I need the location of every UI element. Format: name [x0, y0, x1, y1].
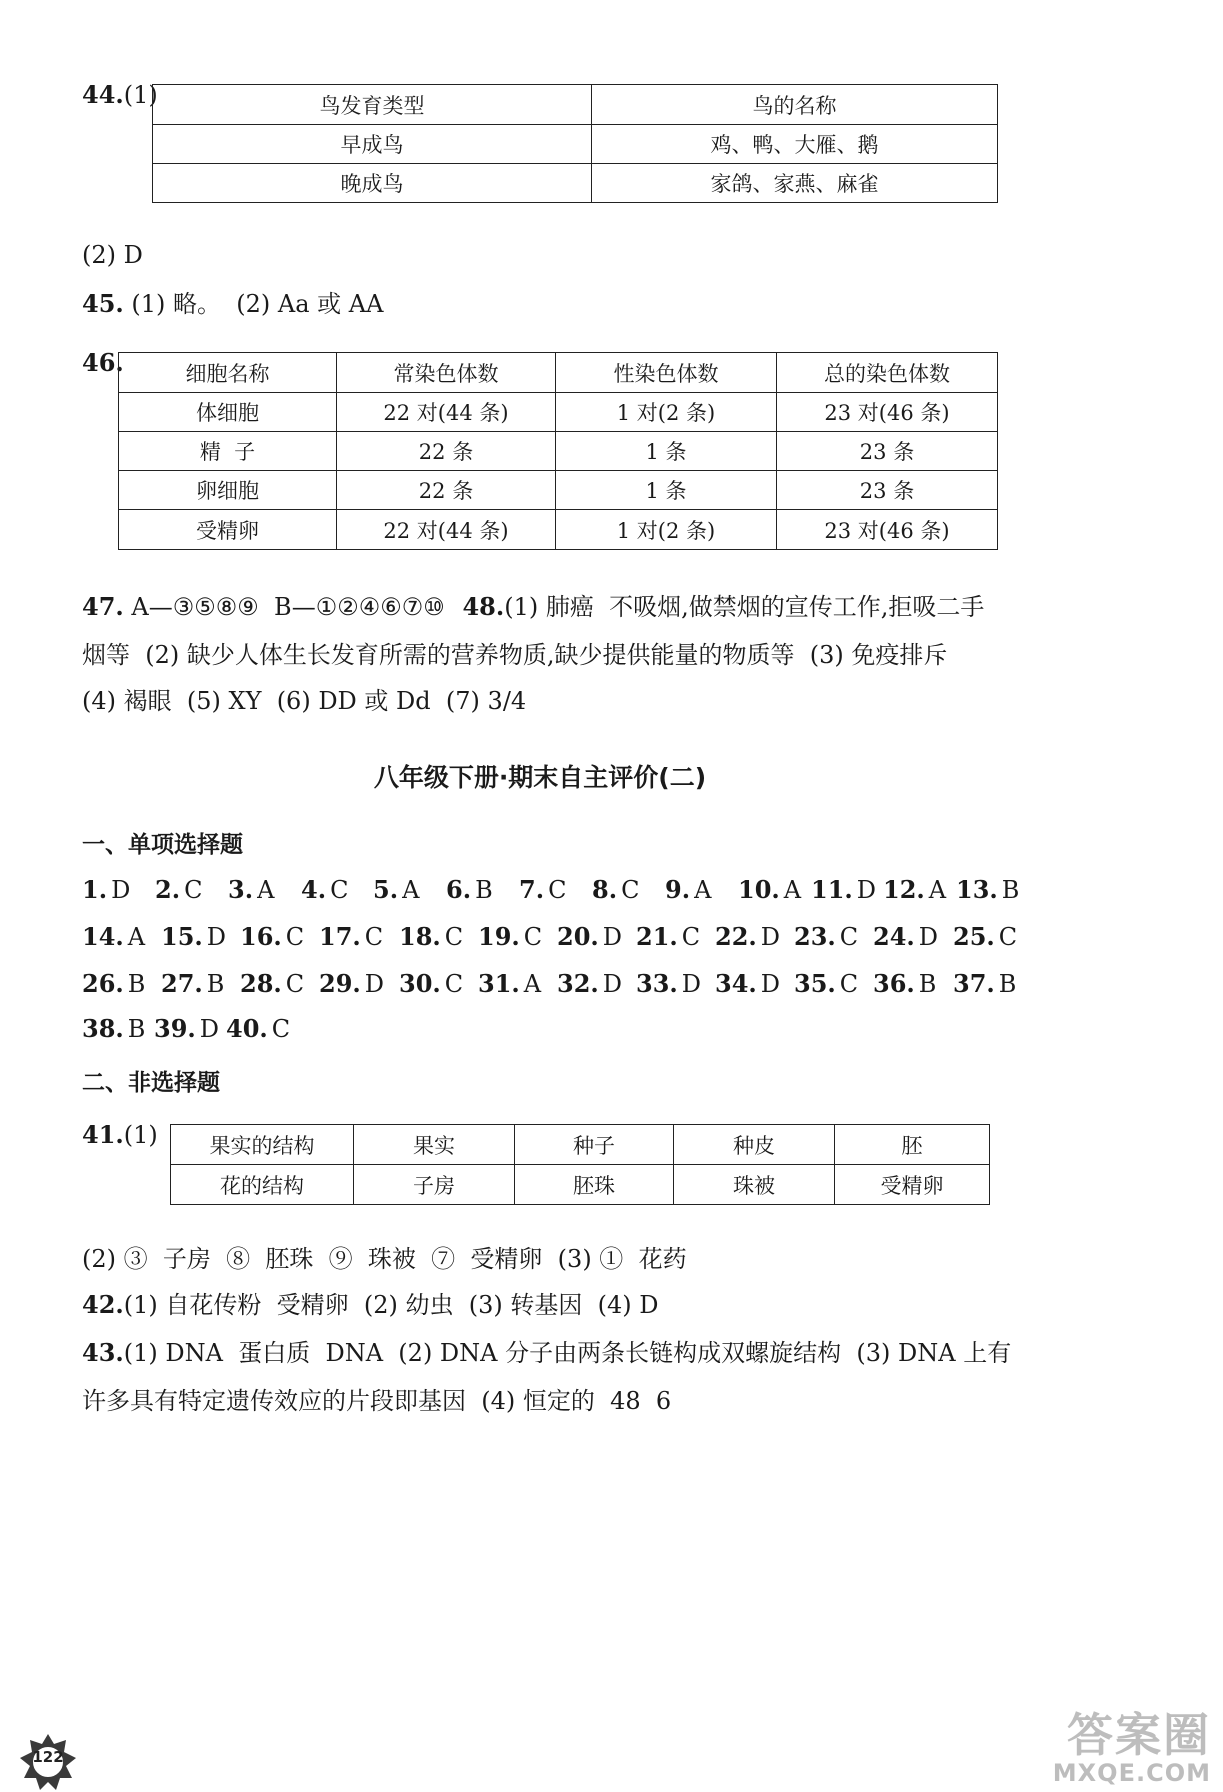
mc-question-number: 37. — [953, 969, 995, 998]
part2-heading: 二、非选择题 — [82, 1070, 220, 1096]
q43-number: 43. — [82, 1338, 124, 1367]
mc-answer — [240, 922, 304, 952]
q44-sub: (1) — [123, 81, 158, 109]
mc-answer — [953, 969, 1016, 999]
mc-answer-letter: C — [184, 876, 203, 904]
mc-answer-letter: C — [548, 876, 567, 904]
q41-sub: (1) — [123, 1121, 158, 1149]
mc-answer — [873, 969, 936, 999]
mc-answer-letter: D — [760, 923, 781, 951]
mc-answer-letter: C — [523, 923, 543, 951]
mc-answer-letter: D — [199, 1015, 220, 1043]
mc-question-number: 27. — [161, 969, 203, 998]
q43-line2: 许多具有特定遗传效应的片段即基因 (4) 恒定的 48 6 — [82, 1387, 672, 1415]
q41-cell: 种皮 — [674, 1125, 835, 1165]
mc-question-number: 29. — [319, 969, 361, 998]
q44-cell: 晚成鸟 — [153, 164, 592, 203]
q46-cell: 体细胞 — [119, 393, 337, 432]
mc-question-number: 31. — [478, 969, 520, 998]
mc-answer-letter: C — [998, 923, 1018, 951]
mc-answer — [399, 922, 463, 952]
mc-answer-letter: A — [257, 876, 275, 904]
mc-answer-letter: C — [271, 1015, 291, 1043]
mc-answer — [478, 969, 541, 999]
mc-question-number: 13. — [956, 875, 998, 904]
mc-answer-letter: D — [111, 876, 131, 904]
mc-question-number: 8. — [592, 875, 618, 904]
q41-cell: 果实 — [354, 1125, 515, 1165]
mc-question-number: 18. — [399, 922, 441, 951]
mc-answer-letter: D — [918, 923, 939, 951]
mc-answer — [738, 875, 801, 905]
mc-answer — [592, 875, 639, 905]
q46-header: 细胞名称 — [119, 353, 337, 393]
q41-cell: 胚珠 — [515, 1165, 674, 1205]
q45-number: 45. — [82, 289, 124, 318]
mc-answer-letter: A — [127, 923, 146, 951]
mc-answer-letter: C — [444, 923, 464, 951]
mc-answer — [154, 1014, 219, 1044]
mc-answer — [240, 969, 304, 999]
watermark-main: 答案圈 — [1067, 1708, 1211, 1762]
mc-answer-letter: A — [694, 876, 712, 904]
mc-answer — [794, 922, 858, 952]
q48-line1: (1) 肺癌 不吸烟,做禁烟的宣传工作,拒吸二手 — [504, 593, 985, 621]
mc-answer — [557, 922, 622, 952]
q44-cell: 家鸽、家燕、麻雀 — [592, 164, 998, 203]
mc-answer-letter: C — [681, 923, 701, 951]
mc-answer-letter: B — [1001, 876, 1020, 904]
mc-answer-letter: C — [444, 970, 464, 998]
mc-answer — [82, 969, 145, 999]
mc-question-number: 39. — [154, 1014, 196, 1043]
q46-cell: 22 条 — [337, 432, 556, 471]
q44-table — [152, 84, 998, 203]
mc-answer — [319, 922, 383, 952]
mc-question-number: 17. — [319, 922, 361, 951]
q42 — [82, 1290, 659, 1320]
q46-cell: 精 子 — [119, 432, 337, 471]
mc-question-number: 33. — [636, 969, 678, 998]
q44-cell: 早成鸟 — [153, 125, 592, 164]
q46-table — [118, 352, 998, 550]
q42-number: 42. — [82, 1290, 124, 1319]
q47-number: 47. — [82, 592, 124, 621]
q44-header-type: 鸟发育类型 — [153, 85, 592, 125]
q46-cell: 22 条 — [337, 471, 556, 510]
mc-answer — [399, 969, 463, 999]
mc-answer-letter: A — [783, 876, 802, 904]
q41-cell: 果实的结构 — [171, 1125, 354, 1165]
mc-answer — [478, 922, 542, 952]
mc-question-number: 25. — [953, 922, 995, 951]
mc-question-number: 35. — [794, 969, 836, 998]
page-number: 122 — [32, 1748, 64, 1766]
mc-answer-letter: D — [760, 970, 781, 998]
mc-question-number: 19. — [478, 922, 520, 951]
q46-cell: 23 对(46 条) — [777, 393, 998, 432]
mc-answer-letter: D — [856, 876, 877, 904]
mc-question-number: 4. — [301, 875, 327, 904]
mc-question-number: 16. — [240, 922, 282, 951]
mc-answer — [82, 1014, 145, 1044]
q45 — [82, 289, 383, 319]
mc-answer — [228, 875, 274, 905]
q48-line2: 烟等 (2) 缺少人体生长发育所需的营养物质,缺少提供能量的物质等 (3) 免疫排斥 — [82, 641, 948, 669]
q46-cell: 1 条 — [556, 471, 777, 510]
q41-cell: 花的结构 — [171, 1165, 354, 1205]
mc-question-number: 1. — [82, 875, 108, 904]
mc-answer-letter: A — [402, 876, 420, 904]
mc-question-number: 38. — [82, 1014, 124, 1043]
q41-cell: 胚 — [835, 1125, 990, 1165]
page-number-badge — [18, 1736, 74, 1792]
mc-question-number: 11. — [811, 875, 853, 904]
mc-answer — [161, 922, 226, 952]
q48-line3: (4) 褐眼 (5) XY (6) DD 或 Dd (7) 3/4 — [82, 687, 527, 715]
mc-answer — [373, 875, 419, 905]
mc-answer — [155, 875, 202, 905]
mc-question-number: 7. — [519, 875, 545, 904]
mc-question-number: 6. — [446, 875, 472, 904]
mc-answer — [715, 969, 780, 999]
watermark-site: MXQE.COM — [1052, 1759, 1211, 1787]
mc-question-number: 36. — [873, 969, 915, 998]
mc-answer-letter: C — [621, 876, 640, 904]
q41-label — [82, 1120, 158, 1150]
mc-answer — [161, 969, 224, 999]
q41-cell: 受精卵 — [835, 1165, 990, 1205]
mc-question-number: 3. — [228, 875, 254, 904]
q46-cell: 1 对(2 条) — [556, 510, 777, 550]
q45-text: (1) 略。 (2) Aa 或 AA — [131, 290, 384, 318]
mc-answer — [953, 922, 1017, 952]
mc-answer-letter: B — [206, 970, 225, 998]
q43-line1 — [82, 1338, 1011, 1368]
mc-answer-letter: D — [206, 923, 227, 951]
q46-header: 常染色体数 — [337, 353, 556, 393]
mc-question-number: 21. — [636, 922, 678, 951]
q47-q48-line1 — [82, 592, 984, 622]
q46-cell: 卵细胞 — [119, 471, 337, 510]
mc-answer — [883, 875, 946, 905]
q44-label — [82, 80, 158, 110]
mc-answer — [557, 969, 622, 999]
mc-answer-letter: C — [330, 876, 349, 904]
mc-answer-letter: A — [523, 970, 542, 998]
q46-header: 总的染色体数 — [777, 353, 998, 393]
mc-answer-letter: B — [127, 1015, 146, 1043]
mc-question-number: 20. — [557, 922, 599, 951]
mc-question-number: 15. — [161, 922, 203, 951]
q42-text: (1) 自花传粉 受精卵 (2) 幼虫 (3) 转基因 (4) D — [123, 1291, 659, 1319]
mc-answer — [82, 875, 130, 905]
mc-answer — [956, 875, 1019, 905]
mc-answer — [873, 922, 938, 952]
mc-answer-letter: C — [839, 923, 859, 951]
mc-answer — [319, 969, 384, 999]
q46-cell: 22 对(44 条) — [337, 510, 556, 550]
q41-cell: 子房 — [354, 1165, 515, 1205]
q41-number: 41. — [82, 1120, 124, 1149]
mc-answer — [226, 1014, 290, 1044]
mc-question-number: 12. — [883, 875, 925, 904]
q44-cell: 鸡、鸭、大雁、鹅 — [592, 125, 998, 164]
q46-number: 46. — [82, 348, 124, 377]
section-title: 八年级下册·期末自主评价(二) — [373, 763, 707, 792]
mc-question-number: 40. — [226, 1014, 268, 1043]
q43-text-1: (1) DNA 蛋白质 DNA (2) DNA 分子由两条长链构成双螺旋结构 (3) DNA 上有 — [123, 1339, 1012, 1367]
mc-answer-letter: D — [602, 923, 623, 951]
mc-answer-letter: D — [681, 970, 702, 998]
mc-answer — [82, 922, 145, 952]
mc-answer — [519, 875, 566, 905]
mc-answer-letter: A — [928, 876, 947, 904]
mc-answer — [636, 969, 701, 999]
q41-part2: (2) ③ 子房 ⑧ 胚珠 ⑨ 珠被 ⑦ 受精卵 (3) ① 花药 — [82, 1245, 687, 1273]
q46-cell: 23 对(46 条) — [777, 510, 998, 550]
q48-number: 48. — [462, 592, 505, 621]
mc-question-number: 14. — [82, 922, 124, 951]
mc-answer-letter: D — [602, 970, 623, 998]
q44-part2: (2) D — [82, 241, 143, 269]
mc-question-number: 30. — [399, 969, 441, 998]
mc-question-number: 22. — [715, 922, 757, 951]
q46-cell: 受精卵 — [119, 510, 337, 550]
mc-question-number: 28. — [240, 969, 282, 998]
q46-cell: 1 条 — [556, 432, 777, 471]
mc-answer-letter: B — [998, 970, 1017, 998]
mc-answer — [811, 875, 876, 905]
mc-question-number: 24. — [873, 922, 915, 951]
mc-answer-letter: B — [475, 876, 493, 904]
mc-question-number: 34. — [715, 969, 757, 998]
q41-cell: 种子 — [515, 1125, 674, 1165]
mc-question-number: 23. — [794, 922, 836, 951]
mc-question-number: 2. — [155, 875, 181, 904]
mc-question-number: 32. — [557, 969, 599, 998]
mc-question-number: 9. — [665, 875, 691, 904]
q44-number: 44. — [82, 80, 124, 109]
mc-question-number: 10. — [738, 875, 780, 904]
mc-answer — [301, 875, 348, 905]
q46-cell: 23 条 — [777, 432, 998, 471]
q46-header: 性染色体数 — [556, 353, 777, 393]
q44-header-name: 鸟的名称 — [592, 85, 998, 125]
q41-table — [170, 1124, 990, 1205]
mc-answer-letter: D — [364, 970, 385, 998]
q46-cell: 22 对(44 条) — [337, 393, 556, 432]
mc-question-number: 26. — [82, 969, 124, 998]
watermark — [1053, 1710, 1211, 1786]
mc-answer-letter: C — [285, 970, 305, 998]
mc-answer — [446, 875, 493, 905]
q41-cell: 珠被 — [674, 1165, 835, 1205]
q46-cell: 1 对(2 条) — [556, 393, 777, 432]
q46-cell: 23 条 — [777, 471, 998, 510]
mc-answer — [715, 922, 780, 952]
mc-answer — [636, 922, 700, 952]
q47-text: A—③⑤⑧⑨ B—①②④⑥⑦⑩ — [131, 593, 445, 621]
mc-answer-letter: B — [918, 970, 937, 998]
mc-answer — [794, 969, 858, 999]
mc-question-number: 5. — [373, 875, 399, 904]
mc-answer-letter: C — [839, 970, 859, 998]
mc-answer-letter: C — [364, 923, 384, 951]
part1-heading: 一、单项选择题 — [82, 832, 243, 858]
mc-answer — [665, 875, 711, 905]
mc-answer-letter: C — [285, 923, 305, 951]
mc-answer-letter: B — [127, 970, 146, 998]
